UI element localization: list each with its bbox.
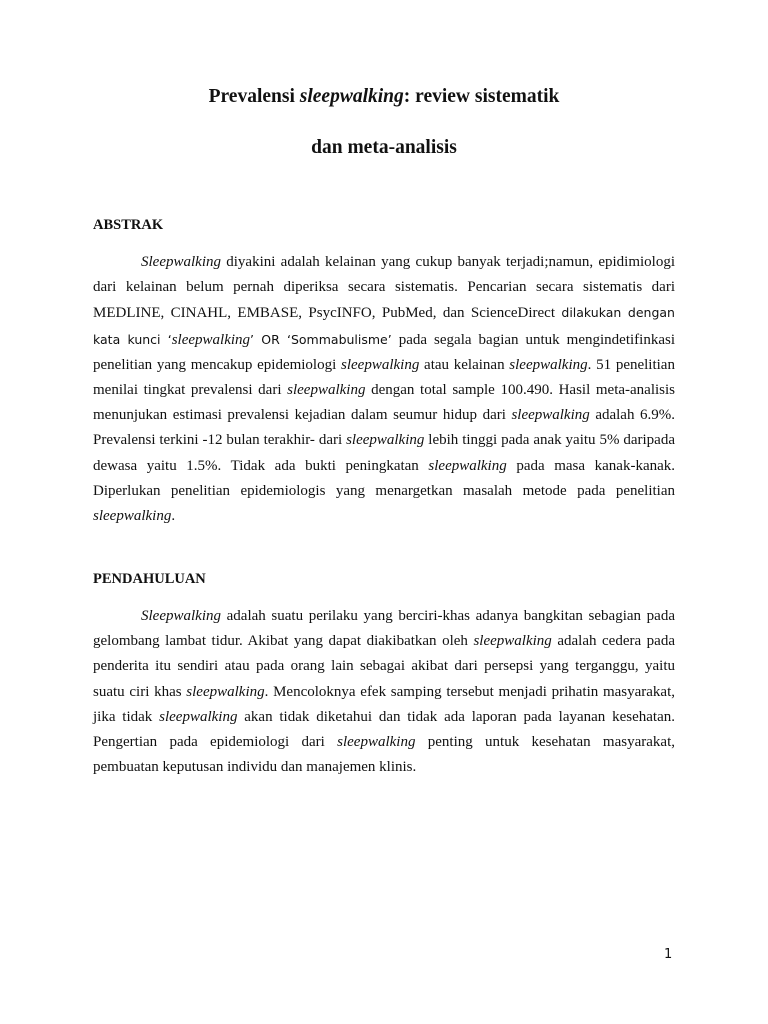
text-run: pada masa kanak-kanak. Diperlukan penelitian epidemiologis yang menargetkan masalah metode pada penelitian bbox=[93, 457, 676, 499]
italic-term: sleepwalking bbox=[159, 708, 238, 725]
italic-term: sleepwalking bbox=[346, 432, 425, 449]
title-line-1-post: : review sistematik bbox=[403, 86, 560, 107]
italic-term: sleepwalking bbox=[93, 508, 172, 525]
abstract-heading: ABSTRAK bbox=[93, 217, 164, 233]
italic-term: sleepwalking bbox=[186, 683, 265, 700]
introduction-text bbox=[93, 604, 675, 780]
italic-term: sleepwalking bbox=[428, 457, 507, 474]
italic-term: Sleepwalking bbox=[141, 608, 221, 624]
italic-term: Sleepwalking bbox=[141, 254, 221, 270]
text-run: dengan total sample 100.490. Hasil meta-analisis menunjukan estimasi prevalensi kejadian dalam seumur hidup dari bbox=[93, 382, 676, 424]
italic-term: sleepwalking bbox=[171, 331, 251, 348]
text-run: akan tidak diketahui dan tidak ada laporan pada layanan kesehatan. Pengertian pada epidemiologi dari bbox=[93, 708, 675, 751]
italic-term: sleepwalking bbox=[511, 407, 590, 424]
text-run: . 51 penelitian menilai tingkat prevalensi dari bbox=[93, 356, 675, 399]
text-run: adalah suatu perilaku yang berciri-khas adanya bangkitan sebagian pada gelombang lambat tidur. Akibat yang dapat diakibatkan oleh bbox=[93, 608, 675, 650]
text-run: adalah cedera pada penderita itu sendiri atau pada orang lain sebagai akibat dari persepsi yang terganggu, yaitu suatu ciri khas bbox=[93, 633, 675, 700]
text-run: adalah 6.9%. Prevalensi terkini -12 bulan terakhir- dari bbox=[93, 407, 675, 449]
text-run: . Mencoloknya efek samping tersebut menjadi prihatin masyarakat, jika tidak bbox=[93, 683, 675, 725]
text-run: atau kelainan bbox=[419, 356, 510, 373]
text-run: lebih tinggi pada anak yaitu 5% daripada dewasa yaitu 1.5%. Tidak ada bukti peningkatan bbox=[93, 432, 675, 474]
title-line-1 bbox=[0, 86, 768, 108]
text-run: diyakini adalah kelainan yang cukup banyak terjadi;namun, epidimiologi dari kelainan belum pernah diperiksa secara sistematis. Pencarian secara sistematis dari MEDLINE, CINAHL, EMBASE, PsycINFO, PubMed, dan ScienceDirect bbox=[93, 254, 675, 322]
title-line-1-pre: Prevalensi bbox=[208, 86, 300, 107]
page-number: 1 bbox=[664, 947, 673, 962]
text-run: ’ OR ‘Sommabulisme’ bbox=[250, 331, 392, 347]
italic-term: sleepwalking bbox=[473, 633, 552, 650]
title-line-2: dan meta-analisis bbox=[311, 137, 457, 158]
introduction-paragraph bbox=[93, 604, 675, 780]
italic-term: sleepwalking bbox=[341, 356, 420, 373]
text-run: pada segala bagian untuk mengindetifinkasi penelitian yang mencakup epidemiologi bbox=[93, 331, 675, 373]
title-line-1-italic: sleepwalking bbox=[299, 86, 404, 107]
text-run: penting untuk kesehatan masyarakat, pembuatan keputusan individu dan manajemen klinis. bbox=[93, 734, 675, 776]
abstract-text bbox=[93, 250, 675, 529]
italic-term: sleepwalking bbox=[287, 382, 366, 399]
text-run: . bbox=[171, 508, 176, 525]
introduction-heading: PENDAHULUAN bbox=[93, 571, 206, 587]
text-run: dilakukan dengan kata kunci ‘ bbox=[93, 305, 675, 347]
italic-term: sleepwalking bbox=[509, 356, 588, 373]
abstract-paragraph bbox=[93, 250, 675, 529]
italic-term: sleepwalking bbox=[337, 734, 416, 751]
